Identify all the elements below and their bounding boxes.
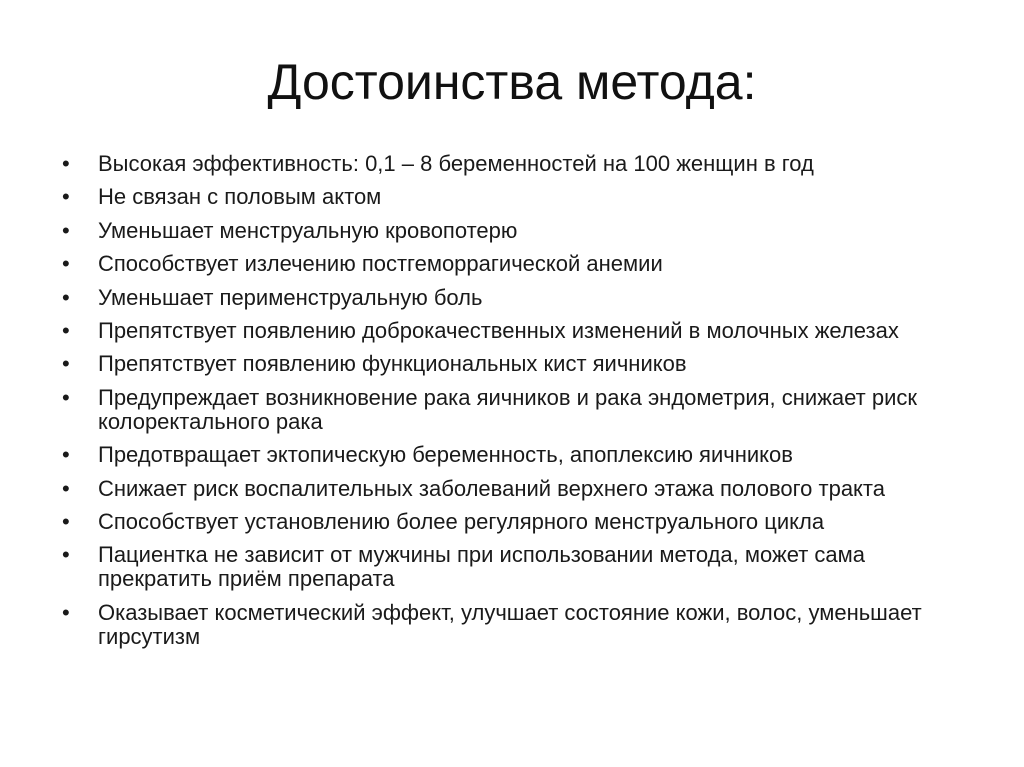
list-item-text: Высокая эффективность: 0,1 – 8 беременностей на 100 женщин в год xyxy=(98,151,814,176)
list-item xyxy=(62,286,972,310)
list-item-text: Не связан с половым актом xyxy=(98,184,382,210)
bullet-icon: • xyxy=(62,184,70,210)
bullet-icon: • xyxy=(62,317,70,343)
list-item-text: Способствует излечению постгеморрагической анемии xyxy=(98,251,663,277)
bullet-icon: • xyxy=(62,475,70,501)
list-item xyxy=(62,510,972,534)
bullet-icon: • xyxy=(62,151,70,176)
list-item xyxy=(62,477,972,501)
list-item xyxy=(62,543,972,591)
bullet-icon: • xyxy=(62,542,70,568)
bullet-icon: • xyxy=(62,442,70,468)
bullet-icon: • xyxy=(62,508,70,534)
list-item-text: Уменьшает менструальную кровопотерю xyxy=(98,217,518,243)
list-item-text: Препятствует появлению доброкачественных изменений в молочных железах xyxy=(98,317,899,343)
list-item xyxy=(62,152,972,176)
bullet-icon: • xyxy=(62,251,70,277)
list-item xyxy=(62,219,972,243)
list-item-text: Снижает риск воспалительных заболеваний верхнего этажа полового тракта xyxy=(98,475,885,501)
list-item-text: Пациентка не зависит от мужчины при использовании метода, может сама прекратить приём препарата xyxy=(98,542,866,592)
slide-title: Достоинства метода: xyxy=(267,54,757,110)
list-item-text: Предотвращает эктопическую беременность, апоплексию яичников xyxy=(98,442,793,468)
list-item-text: Уменьшает перименструальную боль xyxy=(98,284,483,310)
bullet-icon: • xyxy=(62,351,70,377)
bullet-icon: • xyxy=(62,217,70,243)
list-item xyxy=(62,185,972,209)
list-item-text: Способствует установлению более регулярного менструального цикла xyxy=(98,508,825,534)
list-item xyxy=(62,252,972,276)
list-item xyxy=(62,319,972,343)
list-item-text: Оказывает косметический эффект, улучшает состояние кожи, волос, уменьшает гирсутизм xyxy=(98,599,922,649)
bullet-icon: • xyxy=(62,384,70,410)
list-item-text: Препятствует появлению функциональных кист яичников xyxy=(98,351,687,377)
list-item xyxy=(62,352,972,376)
bullet-icon: • xyxy=(62,599,70,625)
list-item xyxy=(62,443,972,467)
list-item-text: Предупреждает возникновение рака яичников и рака эндометрия, снижает риск колоректального рака xyxy=(98,384,917,434)
bullet-list xyxy=(62,152,972,658)
list-item xyxy=(62,601,972,649)
bullet-icon: • xyxy=(62,284,70,310)
list-item xyxy=(62,386,972,434)
